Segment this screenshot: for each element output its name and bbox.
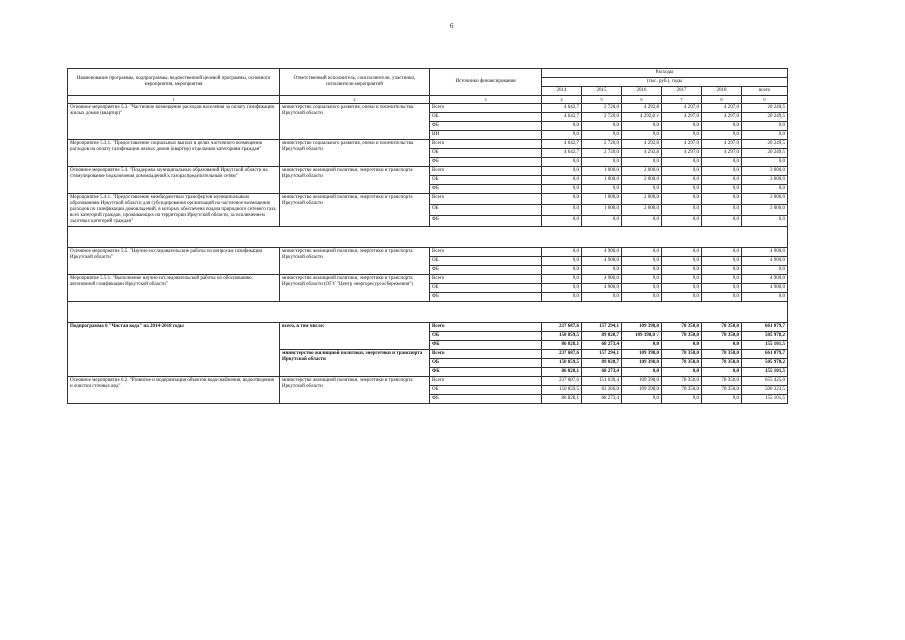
header-year: 2018 [702, 87, 742, 96]
spacer-cell [68, 227, 788, 248]
expense-value: 661 079,7 [742, 323, 788, 332]
column-number: 2 [280, 96, 430, 104]
expense-value: 0,0 [542, 176, 582, 185]
row-name: Основное мероприятие 5.5. "Научно-исследовательские работы по вопросам газификации Иркутской области" [68, 248, 280, 275]
expense-value: 0,0 [662, 167, 702, 176]
expense-value: 0,0 [582, 216, 622, 227]
expense-value: 0,0 [622, 395, 662, 404]
expense-value: 83 366,0 [582, 386, 622, 395]
expense-value: 4 297,0 [702, 113, 742, 122]
expense-value: 0,0 [662, 185, 702, 194]
expense-value: 4 292,8 [622, 104, 662, 113]
expense-value: 0,0 [742, 266, 788, 275]
expense-value: 237 687,6 [542, 350, 582, 359]
expense-value: 0,0 [662, 284, 702, 293]
funding-source: ОБ [430, 332, 542, 341]
expense-value: 0,0 [542, 248, 582, 257]
funding-source: ФБ [430, 266, 542, 275]
funding-source: ФБ [430, 341, 542, 350]
funding-source: ФБ [430, 158, 542, 167]
expense-value: 0,0 [742, 293, 788, 302]
funding-source: Всего [430, 167, 542, 176]
header-year: 2015 [582, 87, 622, 96]
column-number: 5 [582, 96, 622, 104]
row-executor: министерство социального развития, опеки и попечительства Иркутской области [280, 104, 430, 140]
expense-value: 3 000,0 [742, 176, 788, 185]
expense-value: 0,0 [582, 158, 622, 167]
expense-value: 0,0 [702, 266, 742, 275]
expense-value: 0,0 [702, 158, 742, 167]
funding-source: ФБ [430, 122, 542, 131]
expense-value: 2 720,0 [582, 140, 622, 149]
expense-value: 109 398,0 [622, 377, 662, 386]
expense-value: 1 000,0 [582, 205, 622, 216]
expense-value: 0,0 [622, 131, 662, 140]
expense-value: 0,0 [542, 266, 582, 275]
expense-value: 0,0 [542, 167, 582, 176]
funding-source: ФБ [430, 216, 542, 227]
funding-source: ФБ [430, 395, 542, 404]
expense-value: 4 297,0 [702, 149, 742, 158]
expense-value: 0,0 [662, 257, 702, 266]
expense-value: 4 900,0 [582, 275, 622, 284]
expense-value: 4 297,0 [702, 140, 742, 149]
funding-source: ОБ [430, 176, 542, 185]
expense-value: 0,0 [702, 167, 742, 176]
expense-value: 0,0 [622, 248, 662, 257]
expense-value: 150 859,5 [542, 332, 582, 341]
expense-value: 4 900,0 [582, 248, 622, 257]
expense-value: 0,0 [702, 205, 742, 216]
expense-value: 0,0 [702, 122, 742, 131]
funding-source: Всего [430, 140, 542, 149]
expense-value: 505 978,2 [742, 332, 788, 341]
expense-value: 151 639,4 [582, 377, 622, 386]
table-row [68, 104, 788, 113]
expense-value: 4 900,0 [582, 257, 622, 266]
expense-value: 0,0 [622, 275, 662, 284]
expense-value: 0,0 [582, 122, 622, 131]
row-executor: министерство жилищной политики, энергетики и транспорта Иркутской области [280, 194, 430, 227]
expense-value: 0,0 [622, 158, 662, 167]
row-name: Мероприятие 5.5.1. "Выполнение научно-исследовательской работы по обоснованию автономной газификации Иркутской области" [68, 275, 280, 302]
expense-value: 0,0 [662, 216, 702, 227]
row-name: Основное мероприятие 6.2. "Развитие и модернизация объектов водоснабжения, водоотведения и очистки сточных вод" [68, 377, 280, 404]
table-row [68, 323, 788, 332]
header-year: 2016 [622, 87, 662, 96]
expense-value: 0,0 [702, 185, 742, 194]
expense-value: 2 000,0 [622, 205, 662, 216]
expense-value: 0,0 [742, 131, 788, 140]
expense-value: 78 350,0 [662, 323, 702, 332]
expense-value: 0,0 [542, 131, 582, 140]
expense-value: 0,0 [662, 275, 702, 284]
expense-value: 0,0 [662, 293, 702, 302]
expense-value: 4 297,0 [662, 140, 702, 149]
expense-value: 4 642,7 [542, 140, 582, 149]
expense-value: 0,0 [742, 216, 788, 227]
expense-value: 0,0 [582, 266, 622, 275]
expense-value: 4 642,7 [542, 104, 582, 113]
header-year: 2017 [662, 87, 702, 96]
spacer-row [68, 302, 788, 323]
expense-value: 0,0 [542, 205, 582, 216]
row-name: Мероприятие 5.3.1. "Предоставление социальных выплат в целях частичного возмещения расходов на оплату газификации жилых домов (квартир) отдельным категориям граждан" [68, 140, 280, 167]
expense-value: 20 249,5 [742, 104, 788, 113]
table-row [68, 140, 788, 149]
budget-table [67, 68, 788, 404]
expense-value: 0,0 [702, 257, 742, 266]
funding-source: Всего [430, 323, 542, 332]
expense-value: 4 642,7 [542, 149, 582, 158]
expense-value: 0,0 [742, 185, 788, 194]
expense-value: 0,0 [662, 131, 702, 140]
expense-value: 0,0 [742, 158, 788, 167]
expense-value: 655 425,0 [742, 377, 788, 386]
expense-value: 0,0 [542, 185, 582, 194]
funding-source: Всего [430, 377, 542, 386]
expense-value: 0,0 [702, 284, 742, 293]
expense-value: 0,0 [702, 395, 742, 404]
table-row [68, 194, 788, 205]
row-name: Мероприятие 5.4.1. "Предоставление межбюджетных трансфертов муниципальным образованиям Иркутской области для субсидирования организаций на частичное возмещение расходов по газификации домовладений, в которых обеспечена подача природного сетевого газа, всех категорий граждан, проживающих на территории Иркутской области, за исключением льготных категорий граждан" [68, 194, 280, 227]
expense-value: 1 000,0 [582, 194, 622, 205]
expense-value: 78 350,0 [702, 323, 742, 332]
expense-value: 4 900,0 [742, 275, 788, 284]
table-row [68, 248, 788, 257]
table-row [68, 377, 788, 386]
expense-value: 4 297,0 [662, 113, 702, 122]
expense-value: 0,0 [622, 185, 662, 194]
expense-value: 150 859,5 [542, 359, 582, 368]
expense-value: 4 297,0 [702, 104, 742, 113]
expense-value: 78 350,0 [662, 332, 702, 341]
table-row [68, 167, 788, 176]
expense-value: 2 720,0 [582, 149, 622, 158]
row-name: Подпрограмма 6 "Чистая вода" на 2014-2018 годы [68, 323, 280, 377]
funding-source: ИИ [430, 131, 542, 140]
expense-value: 0,0 [662, 122, 702, 131]
expense-value: 0,0 [662, 368, 702, 377]
expense-value: 157 294,1 [582, 323, 622, 332]
expense-value: 155 101,5 [742, 395, 788, 404]
expense-value: 0,0 [622, 266, 662, 275]
expense-value: 109 398,0 [622, 359, 662, 368]
expense-value: 0,0 [622, 122, 662, 131]
funding-source: ФБ [430, 293, 542, 302]
expense-value: 0,0 [622, 284, 662, 293]
expense-value: 4 900,0 [742, 257, 788, 266]
expense-value: 155 101,5 [742, 341, 788, 350]
page-number: 6 [450, 22, 454, 30]
expense-value: 0,0 [582, 185, 622, 194]
expense-value: 0,0 [542, 216, 582, 227]
expense-value: 4 297,0 [662, 104, 702, 113]
expense-value: 0,0 [662, 395, 702, 404]
expense-value: 2 720,0 [582, 113, 622, 122]
row-executor: министерство социального развития, опеки и попечительства Иркутской области [280, 140, 430, 167]
expense-value: 0,0 [542, 257, 582, 266]
header-year: 2014 [542, 87, 582, 96]
expense-value: 109 398,0 √ [622, 332, 662, 341]
expense-value: 0,0 [662, 176, 702, 185]
row-executor: министерство жилищной политики, энергетики и транспорта Иркутской области [280, 350, 430, 377]
expense-value: 78 350,0 [662, 359, 702, 368]
funding-source: ОБ [430, 257, 542, 266]
column-number: 1 [68, 96, 280, 104]
expense-value: 0,0 [622, 216, 662, 227]
expense-value: 0,0 [702, 293, 742, 302]
expense-value: 0,0 [702, 131, 742, 140]
funding-source: Всего [430, 350, 542, 359]
expense-value: 20 249,5 [742, 113, 788, 122]
expense-value: 150 859,5 [542, 386, 582, 395]
expense-value: 0,0 [542, 284, 582, 293]
column-number: 8 [702, 96, 742, 104]
expense-value: 78 350,0 [702, 386, 742, 395]
row-executor: министерство жилищной политики, энергетики и транспорта Иркутской области [280, 167, 430, 194]
header-executor: Ответственный исполнитель, соисполнители, участники, исполнители мероприятий [280, 69, 430, 96]
expense-value: 0,0 [622, 257, 662, 266]
expense-value: 661 079,7 [742, 350, 788, 359]
expense-value: 0,0 [662, 266, 702, 275]
expense-value: 78 350,0 [702, 332, 742, 341]
expense-value: 86 828,1 [542, 341, 582, 350]
expense-value: 4 900,0 [742, 248, 788, 257]
expense-value: 0,0 [622, 293, 662, 302]
column-number: 7 [662, 96, 702, 104]
row-executor: министерство жилищной политики, энергетики и транспорта Иркутской области [280, 248, 430, 275]
funding-source: ОБ [430, 359, 542, 368]
expense-value: 20 249,5 [742, 140, 788, 149]
expense-value: 109 398,0 [622, 323, 662, 332]
row-name: Основное мероприятие 5.3. "Частичное возмещение расходов населения за оплату газификации жилых домов (квартир)" [68, 104, 280, 140]
expense-value: 4 292,8 [622, 149, 662, 158]
expense-value: 1 000,0 [582, 167, 622, 176]
expense-value: 68 273,4 [582, 341, 622, 350]
expense-value: 0,0 [662, 158, 702, 167]
expense-value: 3 000,0 [742, 205, 788, 216]
funding-source: Всего [430, 104, 542, 113]
expense-value: 0,0 [662, 194, 702, 205]
expense-value: 0,0 [622, 341, 662, 350]
header-total: всего [742, 87, 788, 96]
expense-value: 157 294,1 [582, 350, 622, 359]
expense-value: 3 000,0 [742, 167, 788, 176]
funding-source: ФБ [430, 368, 542, 377]
expense-value: 0,0 [702, 176, 742, 185]
row-name: Основное мероприятие 5.4. "Поддержка муниципальных образований Иркутской области на стимулирование подключения домовладений к газораспределительным сетям" [68, 167, 280, 194]
expense-value: 4 642,7 [542, 113, 582, 122]
spacer-row [68, 227, 788, 248]
funding-source: ФБ [430, 185, 542, 194]
expense-value: 1 000,0 [582, 176, 622, 185]
expense-value: 0,0 [702, 341, 742, 350]
expense-value: 78 350,0 [662, 350, 702, 359]
funding-source: ОБ [430, 386, 542, 395]
expense-value: 0,0 [702, 275, 742, 284]
expense-value: 0,0 [542, 293, 582, 302]
row-executor: министерство жилищной политики, энергетики и транспорта Иркутской области [280, 377, 430, 404]
expense-value: 237 687,6 [542, 377, 582, 386]
header-name: Наименование программы, подпрограммы, ведомственной целевой программы, основного мероприятия, мероприятия [68, 69, 280, 96]
expense-value: 0,0 [662, 248, 702, 257]
expense-value: 109 398,0 [622, 386, 662, 395]
expense-value: 0,0 [542, 194, 582, 205]
table-row [68, 275, 788, 284]
expense-value: 237 687,6 [542, 323, 582, 332]
expense-value: 0,0 [622, 368, 662, 377]
expense-value: 0,0 [542, 158, 582, 167]
expense-value: 0,0 [582, 131, 622, 140]
column-number: 4 [542, 96, 582, 104]
expense-value: 0,0 [542, 275, 582, 284]
expense-value: 505 978,2 [742, 359, 788, 368]
expense-value: 86 828,1 [542, 395, 582, 404]
expense-value: 78 350,0 [702, 359, 742, 368]
expense-value: 4 292,8 [622, 140, 662, 149]
expense-value: 68 273,4 [582, 368, 622, 377]
expense-value: 2 000,0 [622, 176, 662, 185]
expense-value: 4 900,0 [742, 284, 788, 293]
expense-value: 0,0 [662, 341, 702, 350]
expense-value: 2 000,0 [622, 194, 662, 205]
expense-value: 78 350,0 [702, 377, 742, 386]
funding-source: ОБ [430, 113, 542, 122]
row-executor: всего, в том числе: [280, 323, 430, 350]
expense-value: 4 297,0 [662, 149, 702, 158]
header-source: Источники финансирования [430, 69, 542, 96]
funding-source: ОБ [430, 205, 542, 216]
expense-value: 0,0 [702, 368, 742, 377]
expense-value: 89 020,7 [582, 332, 622, 341]
expense-value: 0,0 [542, 122, 582, 131]
funding-source: ОБ [430, 149, 542, 158]
expense-value: 0,0 [662, 205, 702, 216]
expense-value: 2 000,0 [622, 167, 662, 176]
expense-value: 89 020,7 [582, 359, 622, 368]
header-expenses: Расходы [542, 69, 788, 78]
funding-source: ОБ [430, 284, 542, 293]
expense-value: 0,0 [702, 216, 742, 227]
expense-value: 0,0 [742, 122, 788, 131]
column-number: 9 [742, 96, 788, 104]
column-number: 3 [430, 96, 542, 104]
expense-value: 0,0 [702, 194, 742, 205]
expense-value: 20 249,5 [742, 149, 788, 158]
expense-value: 3 000,0 [742, 194, 788, 205]
expense-value: 500 323,5 [742, 386, 788, 395]
expense-value: 109 398,0 [622, 350, 662, 359]
expense-value: 78 350,0 [662, 377, 702, 386]
spacer-cell [68, 302, 788, 323]
expense-value: 78 350,0 [662, 386, 702, 395]
funding-source: Всего [430, 248, 542, 257]
expense-value: 4 292,8 √ [622, 113, 662, 122]
column-number: 6 [622, 96, 662, 104]
expense-value: 86 828,1 [542, 368, 582, 377]
expense-value: 0,0 [582, 293, 622, 302]
expense-value: 4 900,0 [582, 284, 622, 293]
expense-value: 0,0 [702, 248, 742, 257]
expense-value: 68 273,4 [582, 395, 622, 404]
expense-value: 78 350,0 [702, 350, 742, 359]
expense-value: 2 720,0 [582, 104, 622, 113]
row-executor: министерство жилищной политики, энергетики и транспорта Иркутской области (ОГУ "Центр энергоресурсосбережения") [280, 275, 430, 302]
expense-value: 155 101,5 [742, 368, 788, 377]
funding-source: Всего [430, 194, 542, 205]
funding-source: Всего [430, 275, 542, 284]
header-unit: (тыс. руб.), годы [542, 78, 788, 87]
